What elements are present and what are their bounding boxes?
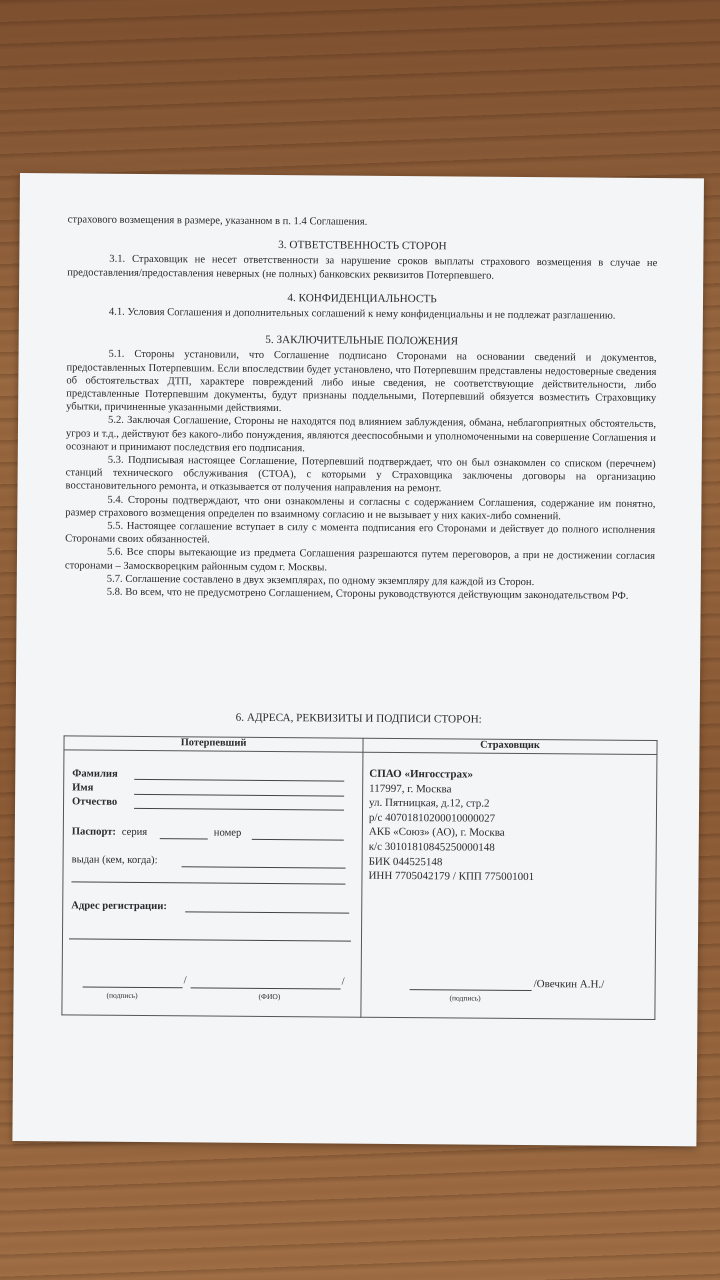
address-line-2: ул. Пятницкая, д.12, стр.2 [369,796,490,810]
insurer-requisites [368,767,535,885]
document-sheet [12,173,704,1146]
clause-5-7: 5.7. Соглашение составлено в двух экземплярах, по одному экземпляру для каждой из Сторон. [106,573,535,588]
signer-name: /Овечкин А.Н./ [533,978,605,991]
inn-kpp: ИНН 7705042179 / КПП 775001001 [368,869,535,884]
reg-address-line-2[interactable] [69,938,351,941]
victim-details: Фамилия Имя Отчество Паспорт: серия номер выдан (кем, когда): Адрес регистрации: / / (подпись) (ФИО) [62,750,363,1017]
surname-line[interactable] [134,779,344,782]
clause-5-4: 5.4. Стороны подтверждают, что они ознакомлены и согласны с содержанием Соглашения, содержание им понятно, размер страхового возмещения определен по взаимному согласию и не вызывает у них каких-либо сомнений. [65,494,656,523]
patronymic-label: Отчество [72,796,118,808]
section-4-title: 4. КОНФИДЕНЦИАЛЬНОСТЬ [287,291,437,306]
signatures-table [61,735,657,1020]
victim-signature-line[interactable] [83,987,183,989]
company-name: СПАО «Ингосстрах» [369,767,474,781]
insurer-sign-caption: (подпись) [449,993,481,1003]
clause-3-1: 3.1. Страховщик не несет ответственности за нарушение сроков выплаты страхового возмещения в случае не предоставления/предоставления неверных (не полных) банковских реквизитов Потерпевшего. [67,254,658,282]
bik: БИК 044525148 [368,855,443,868]
victim-header: Потерпевший [64,736,363,752]
number-line[interactable] [252,839,344,841]
section-5-title: 5. ЗАКЛЮЧИТЕЛЬНЫЕ ПОЛОЖЕНИЯ [265,334,459,348]
document-text [65,213,658,603]
name-label: Имя [72,782,94,794]
clause-5-6: 5.6. Все споры вытекающие из предмета Соглашения разрешаются путем переговоров, а при не достижении согласия сторонами – Замоскворецким районным судом г. Москвы. [64,547,656,574]
insurer-header: Страховщик [363,738,657,754]
address-line-1: 117997, г. Москва [369,782,452,796]
victim-fio-caption: (ФИО) [258,991,281,1002]
clause-5-1: 5.1. Стороны установили, что Соглашение подписано Сторонами на основании сведений и документов, предоставленных Потерпевшим. Если впоследствии будет установлено, что Потерпевшим представлены недостоверные сведения об обстоятельствах ДТП, характере повреждений либо иные сведения, не соответствующие действительности, либо представленные Потерпевшим документы, будут признаны поддельными, Потерпевший обязуется возместить Страховщику убытки, причиненные указанными действиями. [66,349,657,415]
surname-label: Фамилия [72,768,118,780]
insurer-details [361,752,657,1019]
victim-fio-line[interactable] [191,987,341,989]
issued-line-2[interactable] [71,881,345,884]
clause-4-1: 4.1. Условия Соглашения и дополнительных соглашений к нему конфиденциальны и не подлежат разглашению. [108,306,616,322]
clause-5-5: 5.5. Настоящее соглашение вступает в силу с момента подписания его Сторонами и действует до полного исполнения Сторонами своих обязанностей. [65,520,656,546]
series-line[interactable] [160,838,208,839]
issued-line[interactable] [182,866,346,868]
clause-5-8: 5.8. Во всем, что не предусмотрено Соглашением, Стороны руководствуются действующим законодательством РФ. [106,586,629,602]
clause-5-3: 5.3. Подписывая настоящее Соглашение, Потерпевший подтверждает, что он был ознакомлен со списком (перечнем) станций технического обслуживания (СТОА), с которыми у Страховщика заключены договоры на организацию восстановительного ремонта, и отказывается от получения направления на ремонт. [65,454,656,495]
section-6-title: 6. АДРЕСА, РЕКВИЗИТЫ И ПОДПИСИ СТОРОН: [235,711,482,726]
intro-text: страхового возмещения в размере, указанном в п. 1.4 Соглашения. [67,214,368,228]
issued-label: выдан (кем, когда): [71,854,158,867]
number-label: номер [213,827,242,839]
series-label: серия [121,826,148,839]
patronymic-line[interactable] [134,808,344,811]
reg-address-label: Адрес регистрации: [71,900,167,913]
account-number: р/с 40701810200010000027 [368,811,496,825]
passport-label: Паспорт: [71,826,116,838]
section-3-title: 3. ОТВЕТСТВЕННОСТЬ СТОРОН [278,239,447,253]
clause-5-2: 5.2. Заключая Соглашение, Стороны не находятся под влиянием заблуждения, обмана, неблагоприятных обстоятельств, угроз и т.д., действуют без какого-либо понуждения, являются дееспособными и уполномоченными на совершение Соглашения и осознают и принимают последствия его подписания. [65,415,657,455]
name-line[interactable] [134,794,344,797]
bank-name: АКБ «Союз» (АО), г. Москва [368,826,505,840]
victim-sign-caption: (подпись) [106,990,138,1000]
insurer-signature-line[interactable] [410,989,532,991]
reg-address-line[interactable] [185,911,349,913]
correspondent-account: к/с 30101810845250000148 [368,840,495,854]
